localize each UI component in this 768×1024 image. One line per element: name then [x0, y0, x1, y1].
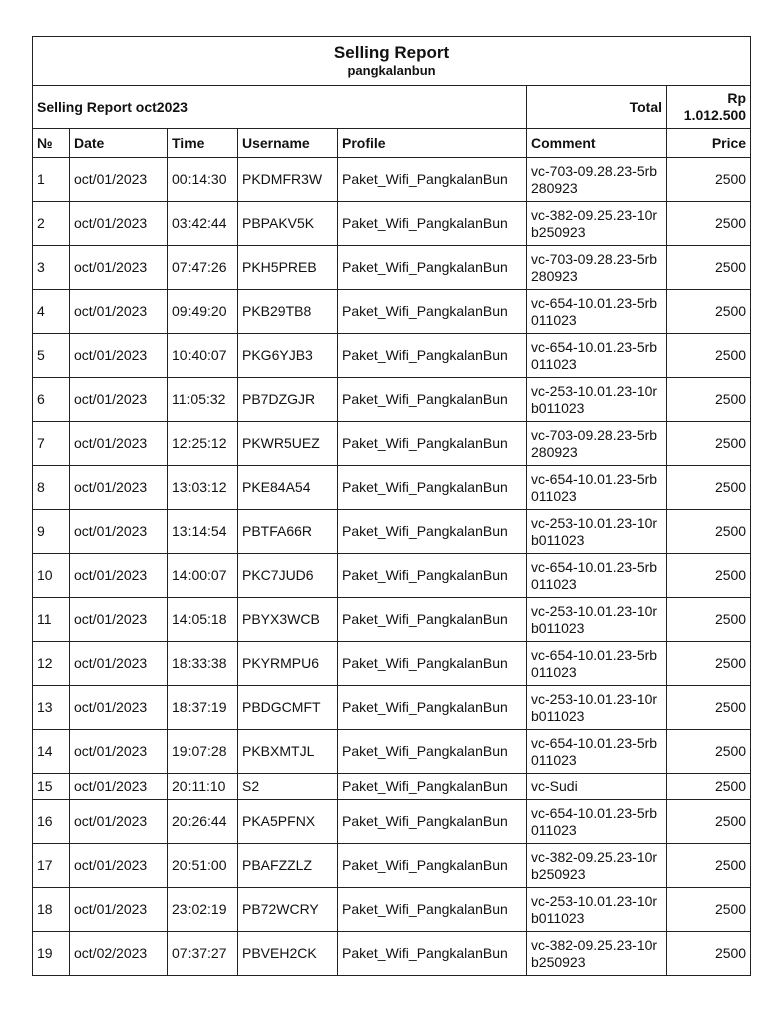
cell-comment: vc-382-09.25.23-10rb250923	[527, 932, 667, 976]
cell-comment: vc-382-09.25.23-10rb250923	[527, 202, 667, 246]
table-row	[33, 686, 751, 730]
cell-price: 2500	[667, 246, 751, 290]
table-row	[33, 158, 751, 202]
report-subtitle: pangkalanbun	[347, 63, 436, 78]
cell-date: oct/01/2023	[70, 554, 168, 598]
cell-no: 3	[33, 246, 70, 290]
column-header-date: Date	[70, 129, 168, 158]
cell-no: 8	[33, 466, 70, 510]
cell-date: oct/01/2023	[70, 598, 168, 642]
cell-date: oct/01/2023	[70, 774, 168, 800]
cell-time: 20:51:00	[168, 844, 238, 888]
cell-username: PB7DZGJR	[238, 378, 338, 422]
cell-time: 03:42:44	[168, 202, 238, 246]
cell-price: 2500	[667, 642, 751, 686]
cell-date: oct/01/2023	[70, 510, 168, 554]
cell-no: 11	[33, 598, 70, 642]
cell-date: oct/01/2023	[70, 730, 168, 774]
cell-profile: Paket_Wifi_PangkalanBun	[338, 932, 527, 976]
cell-no: 9	[33, 510, 70, 554]
cell-username: PBPAKV5K	[238, 202, 338, 246]
cell-username: PKH5PREB	[238, 246, 338, 290]
cell-date: oct/01/2023	[70, 290, 168, 334]
report-title: Selling Report	[333, 43, 450, 62]
cell-date: oct/01/2023	[70, 246, 168, 290]
column-header-comment: Comment	[527, 129, 667, 158]
cell-no: 16	[33, 800, 70, 844]
cell-username: PBVEH2CK	[238, 932, 338, 976]
cell-price: 2500	[667, 158, 751, 202]
cell-comment: vc-253-10.01.23-10rb011023	[527, 888, 667, 932]
cell-date: oct/02/2023	[70, 932, 168, 976]
cell-profile: Paket_Wifi_PangkalanBun	[338, 334, 527, 378]
report-summary-row	[33, 86, 751, 129]
cell-date: oct/01/2023	[70, 378, 168, 422]
cell-comment: vc-703-09.28.23-5rb280923	[527, 158, 667, 202]
cell-price: 2500	[667, 800, 751, 844]
table-row	[33, 290, 751, 334]
cell-time: 14:05:18	[168, 598, 238, 642]
cell-price: 2500	[667, 422, 751, 466]
cell-no: 18	[33, 888, 70, 932]
cell-profile: Paket_Wifi_PangkalanBun	[338, 642, 527, 686]
report-period-label: Selling Report oct2023	[33, 86, 527, 129]
cell-no: 7	[33, 422, 70, 466]
cell-username: PKG6YJB3	[238, 334, 338, 378]
cell-profile: Paket_Wifi_PangkalanBun	[338, 686, 527, 730]
cell-time: 20:26:44	[168, 800, 238, 844]
table-row	[33, 466, 751, 510]
cell-time: 13:03:12	[168, 466, 238, 510]
cell-price: 2500	[667, 510, 751, 554]
table-row	[33, 800, 751, 844]
column-header-profile: Profile	[338, 129, 527, 158]
cell-time: 10:40:07	[168, 334, 238, 378]
table-row	[33, 246, 751, 290]
cell-comment: vc-253-10.01.23-10rb011023	[527, 686, 667, 730]
cell-comment: vc-654-10.01.23-5rb011023	[527, 334, 667, 378]
cell-profile: Paket_Wifi_PangkalanBun	[338, 774, 527, 800]
cell-profile: Paket_Wifi_PangkalanBun	[338, 466, 527, 510]
cell-profile: Paket_Wifi_PangkalanBun	[338, 422, 527, 466]
table-row	[33, 334, 751, 378]
cell-price: 2500	[667, 932, 751, 976]
table-row	[33, 844, 751, 888]
cell-price: 2500	[667, 554, 751, 598]
cell-comment: vc-654-10.01.23-5rb011023	[527, 730, 667, 774]
cell-price: 2500	[667, 888, 751, 932]
cell-time: 13:14:54	[168, 510, 238, 554]
cell-date: oct/01/2023	[70, 686, 168, 730]
cell-price: 2500	[667, 774, 751, 800]
cell-price: 2500	[667, 378, 751, 422]
table-row	[33, 774, 751, 800]
table-row	[33, 378, 751, 422]
cell-profile: Paket_Wifi_PangkalanBun	[338, 510, 527, 554]
cell-username: PKA5PFNX	[238, 800, 338, 844]
cell-time: 00:14:30	[168, 158, 238, 202]
cell-date: oct/01/2023	[70, 800, 168, 844]
cell-username: PBTFA66R	[238, 510, 338, 554]
cell-time: 07:47:26	[168, 246, 238, 290]
column-header-price: Price	[667, 129, 751, 158]
column-header-username: Username	[238, 129, 338, 158]
cell-comment: vc-703-09.28.23-5rb280923	[527, 422, 667, 466]
cell-comment: vc-654-10.01.23-5rb011023	[527, 642, 667, 686]
cell-comment: vc-Sudi	[527, 774, 667, 800]
cell-no: 15	[33, 774, 70, 800]
table-row	[33, 510, 751, 554]
table-row	[33, 202, 751, 246]
cell-price: 2500	[667, 686, 751, 730]
cell-profile: Paket_Wifi_PangkalanBun	[338, 158, 527, 202]
cell-profile: Paket_Wifi_PangkalanBun	[338, 844, 527, 888]
cell-time: 18:37:19	[168, 686, 238, 730]
cell-no: 13	[33, 686, 70, 730]
cell-profile: Paket_Wifi_PangkalanBun	[338, 800, 527, 844]
cell-username: S2	[238, 774, 338, 800]
cell-date: oct/01/2023	[70, 158, 168, 202]
cell-comment: vc-253-10.01.23-10rb011023	[527, 378, 667, 422]
cell-username: PKWR5UEZ	[238, 422, 338, 466]
cell-comment: vc-654-10.01.23-5rb011023	[527, 290, 667, 334]
cell-comment: vc-382-09.25.23-10rb250923	[527, 844, 667, 888]
selling-report-table	[32, 36, 751, 976]
cell-profile: Paket_Wifi_PangkalanBun	[338, 598, 527, 642]
total-label: Total	[527, 86, 667, 129]
cell-date: oct/01/2023	[70, 642, 168, 686]
total-currency: Rp	[727, 90, 747, 106]
cell-time: 07:37:27	[168, 932, 238, 976]
column-header-no: №	[33, 129, 70, 158]
cell-price: 2500	[667, 466, 751, 510]
cell-no: 1	[33, 158, 70, 202]
table-row	[33, 554, 751, 598]
cell-date: oct/01/2023	[70, 334, 168, 378]
table-row	[33, 730, 751, 774]
cell-profile: Paket_Wifi_PangkalanBun	[338, 554, 527, 598]
cell-no: 4	[33, 290, 70, 334]
cell-profile: Paket_Wifi_PangkalanBun	[338, 730, 527, 774]
cell-time: 18:33:38	[168, 642, 238, 686]
cell-comment: vc-253-10.01.23-10rb011023	[527, 598, 667, 642]
cell-comment: vc-253-10.01.23-10rb011023	[527, 510, 667, 554]
cell-date: oct/01/2023	[70, 422, 168, 466]
cell-date: oct/01/2023	[70, 202, 168, 246]
cell-username: PBAFZZLZ	[238, 844, 338, 888]
report-title-row	[33, 37, 751, 86]
cell-time: 09:49:20	[168, 290, 238, 334]
cell-time: 23:02:19	[168, 888, 238, 932]
cell-date: oct/01/2023	[70, 888, 168, 932]
table-row	[33, 422, 751, 466]
table-header-row	[33, 129, 751, 158]
cell-date: oct/01/2023	[70, 466, 168, 510]
report-title-cell	[33, 37, 751, 86]
total-value: 1.012.500	[683, 107, 747, 123]
cell-profile: Paket_Wifi_PangkalanBun	[338, 246, 527, 290]
cell-profile: Paket_Wifi_PangkalanBun	[338, 202, 527, 246]
cell-username: PB72WCRY	[238, 888, 338, 932]
table-row	[33, 932, 751, 976]
cell-price: 2500	[667, 290, 751, 334]
cell-username: PKC7JUD6	[238, 554, 338, 598]
cell-time: 19:07:28	[168, 730, 238, 774]
total-value-cell	[667, 86, 751, 129]
cell-time: 20:11:10	[168, 774, 238, 800]
cell-no: 6	[33, 378, 70, 422]
cell-price: 2500	[667, 598, 751, 642]
cell-profile: Paket_Wifi_PangkalanBun	[338, 378, 527, 422]
cell-username: PKDMFR3W	[238, 158, 338, 202]
cell-username: PBYX3WCB	[238, 598, 338, 642]
cell-username: PKYRMPU6	[238, 642, 338, 686]
cell-username: PBDGCMFT	[238, 686, 338, 730]
cell-price: 2500	[667, 202, 751, 246]
table-row	[33, 598, 751, 642]
cell-time: 14:00:07	[168, 554, 238, 598]
cell-price: 2500	[667, 844, 751, 888]
cell-date: oct/01/2023	[70, 844, 168, 888]
cell-no: 19	[33, 932, 70, 976]
cell-username: PKBXMTJL	[238, 730, 338, 774]
cell-comment: vc-703-09.28.23-5rb280923	[527, 246, 667, 290]
cell-time: 11:05:32	[168, 378, 238, 422]
cell-no: 14	[33, 730, 70, 774]
cell-profile: Paket_Wifi_PangkalanBun	[338, 290, 527, 334]
cell-price: 2500	[667, 730, 751, 774]
cell-comment: vc-654-10.01.23-5rb011023	[527, 466, 667, 510]
column-header-time: Time	[168, 129, 238, 158]
table-row	[33, 888, 751, 932]
cell-no: 12	[33, 642, 70, 686]
cell-comment: vc-654-10.01.23-5rb011023	[527, 800, 667, 844]
cell-comment: vc-654-10.01.23-5rb011023	[527, 554, 667, 598]
cell-time: 12:25:12	[168, 422, 238, 466]
cell-no: 10	[33, 554, 70, 598]
cell-username: PKB29TB8	[238, 290, 338, 334]
cell-profile: Paket_Wifi_PangkalanBun	[338, 888, 527, 932]
cell-no: 2	[33, 202, 70, 246]
cell-price: 2500	[667, 334, 751, 378]
table-row	[33, 642, 751, 686]
cell-no: 5	[33, 334, 70, 378]
cell-no: 17	[33, 844, 70, 888]
cell-username: PKE84A54	[238, 466, 338, 510]
